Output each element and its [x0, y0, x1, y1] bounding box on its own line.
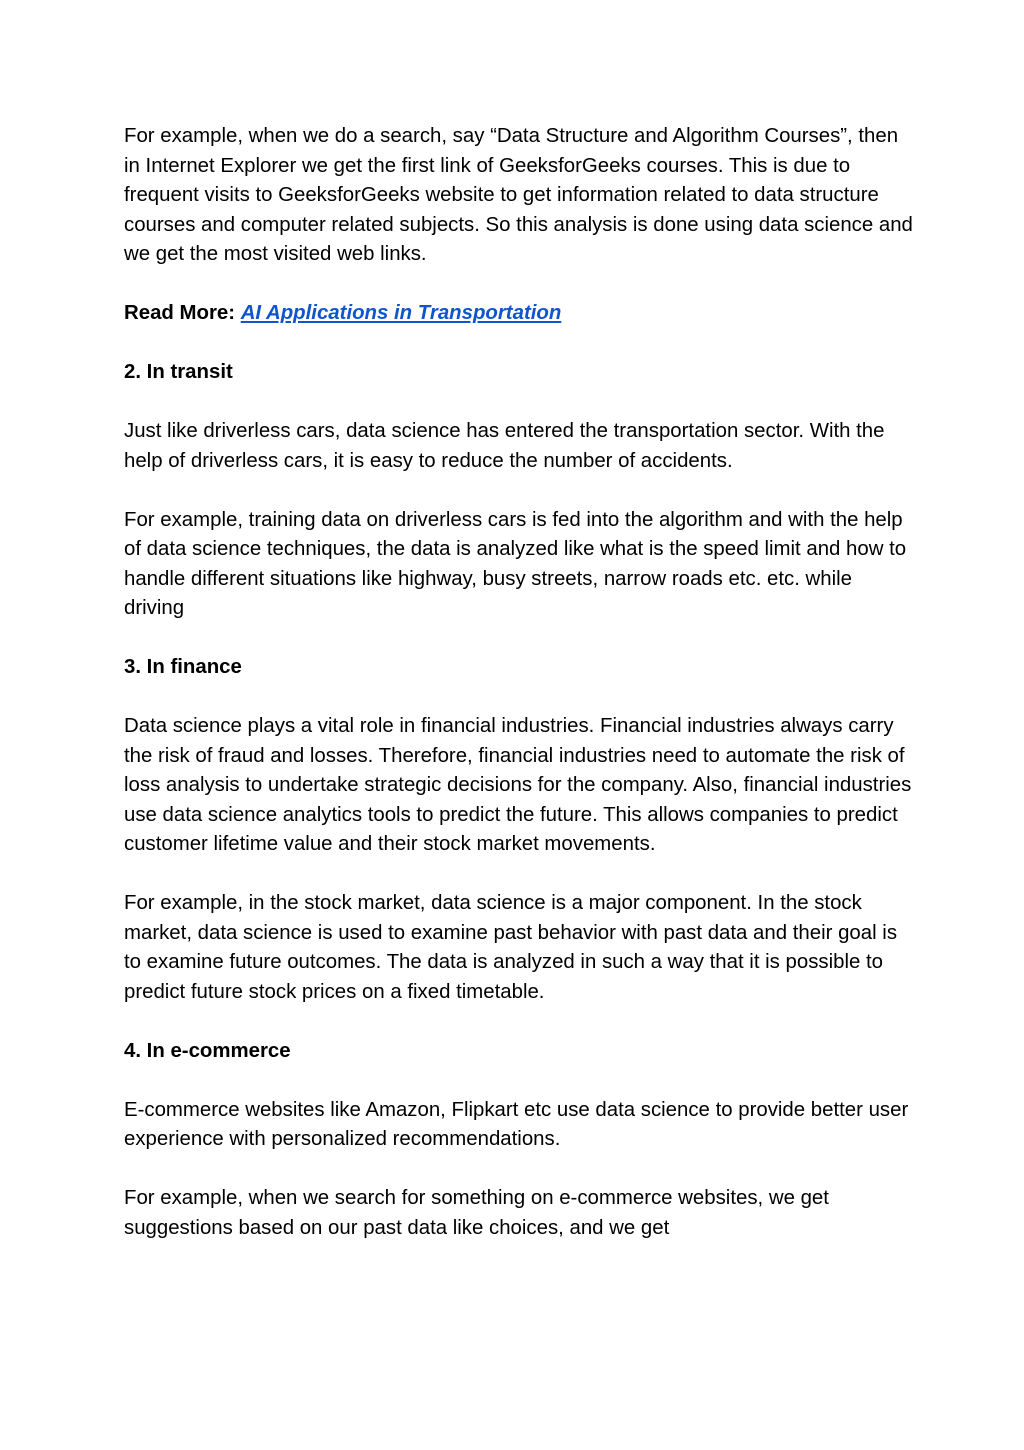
read-more-label: Read More:	[124, 302, 241, 324]
transit-example-paragraph: For example, training data on driverless cars is fed into the algorithm and with the help of data science techniques, the data is analyzed like what is the speed limit and how to handle different situations like highway, busy streets, narrow roads etc. etc. while driving	[124, 508, 907, 619]
ecommerce-example-paragraph: For example, when we search for something on e-commerce websites, we get suggestions based on our past data like choices, and we get	[124, 1187, 829, 1239]
ecommerce-intro-paragraph: E-commerce websites like Amazon, Flipkart etc use data science to provide better user experience with personalized recommendations.	[124, 1098, 909, 1150]
transit-intro-paragraph: Just like driverless cars, data science has entered the transportation sector. With the help of driverless cars, it is easy to reduce the number of accidents.	[124, 420, 885, 472]
ecommerce-heading: 4. In e-commerce	[124, 1039, 291, 1062]
finance-intro-paragraph: Data science plays a vital role in financial industries. Financial industries always carry the risk of fraud and losses. Therefore, financial industries need to automate the risk of loss analysis to undertake strategic decisions for the company. Also, financial industries use data science analytics tools to predict the future. This allows companies to predict customer lifetime value and their stock market movements.	[124, 715, 912, 855]
transit-heading: 2. In transit	[124, 361, 233, 383]
read-more-line	[124, 299, 914, 329]
document-page	[124, 122, 914, 1243]
read-more-link[interactable]: AI Applications in Transportation	[240, 302, 562, 324]
finance-example-paragraph: For example, in the stock market, data science is a major component. In the stock market, data science is used to examine past behavior with past data and their goal is to examine future outcomes. The data is analyzed in such a way that it is possible to predict future stock prices on a fixed timetable.	[124, 892, 898, 1003]
search-example-paragraph: For example, when we do a search, say “Data Structure and Algorithm Courses”, then in Internet Explorer we get the first link of GeeksforGeeks courses. This is due to frequent visits to GeeksforGeeks website to get information related to data structure courses and computer related subjects. So this analysis is done using data science and we get the most visited web links.	[124, 125, 913, 265]
finance-heading: 3. In finance	[124, 656, 242, 678]
